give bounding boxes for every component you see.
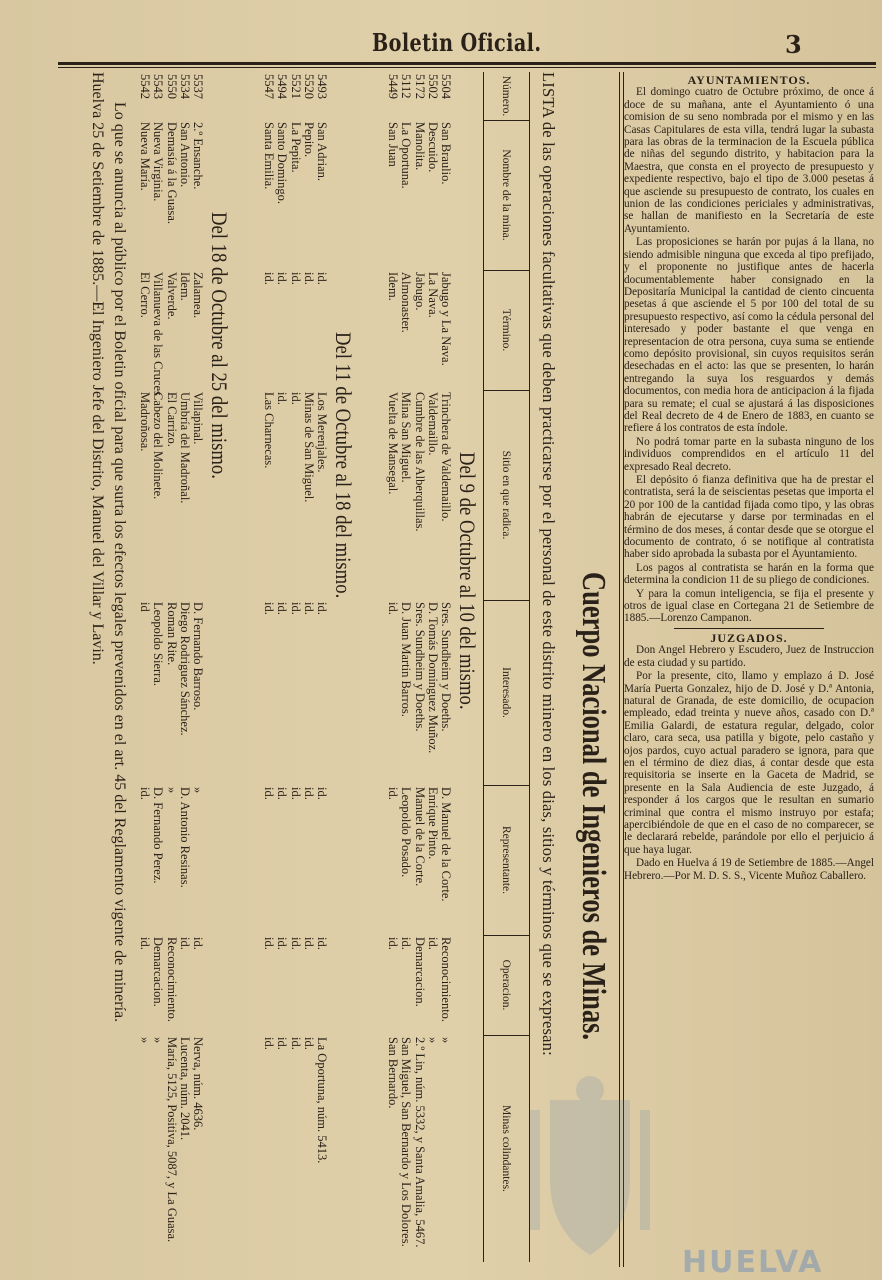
table-cell-operacion: id. [262, 937, 277, 950]
table-cell-colindantes: Lucenta, núm. 2041. [177, 1037, 192, 1141]
table-cell-representante: Enrique Pinto. [425, 787, 440, 860]
page-title: Boletin Oficial. [372, 28, 542, 57]
table-cell-representante: id. [386, 787, 401, 800]
table-cell-interesado: id. [288, 602, 303, 615]
table-cell-mina: San Adrian. [315, 122, 329, 182]
table-head-rule [483, 72, 484, 1262]
paragraph: Las proposiciones se harán por pujas á la llana, no siendo admisible ninguna que exceda al tipo prefijado, y el proponente no justifique antes de hacerla documentablemente haber consignado en la Depositaría Municipal la cantidad de ciento cincuenta pesetas á que asciende el 5 por 100 del total de su presupuesto respectivo, así como la cédula personal del interesado y poder bastante el que venga en representacion de otra persona, cuya suma se entiende como depósito provisional, sin cuyos requisitos serán desechadas en el acto: las que se presenten, lo harán entregando la suya los resguardos y demás documentos, con media hora de anticipacion á la fijada para su remate; el cual se ajustará á las disposiciones del Real decreto de 4 de Enero de 1883, en cuanto se refiere á los contratos de esta índole. [624, 236, 874, 435]
juzgados-heading: JUZGADOS. [710, 630, 788, 645]
table-cell-operacion: Reconocimiento. [439, 937, 453, 1023]
table-cell-termino: id. [262, 272, 277, 285]
col-nombre: Nombre de la mina. [500, 149, 512, 241]
paragraph: Don Angel Hebrero y Escudero, Juez de Instruccion de esta ciudad y su partido. [624, 644, 874, 669]
col-sitio: Sitio en que radica. [500, 450, 512, 540]
table-cell-sitio: Umbría del Madroñal. [177, 392, 192, 504]
table-cell-num: 5537 [191, 74, 205, 99]
table-cell-colindantes: San Miguel, San Bernardo y Los Dolores. [399, 1037, 414, 1247]
table-cell-representante: Manuel de la Corte. [412, 787, 427, 887]
table-cell-sitio: Las Charnecas. [262, 392, 277, 469]
table-cell-operacion: Demarcacion. [151, 937, 166, 1007]
table-cell-mina: Manolita. [412, 122, 427, 171]
table-cell-colindantes: La Oportuna, núm. 5413. [315, 1037, 329, 1164]
table-cell-interesado: id. [262, 602, 277, 615]
table-cell-termino: id. [315, 272, 329, 285]
table-cell-num: 5493 [315, 74, 329, 99]
table-cell-interesado: Sres. Sundheim y Doeths. [439, 602, 453, 732]
table-cell-termino: Villanueva de las Cruces [151, 272, 166, 396]
column-rule [484, 270, 530, 271]
paragraph: El domingo cuatro de Octubre próximo, de once á doce de su mañana, ante el Ayuntamiento ó una comision de su seno nombrada por el mismo y en las Casas Capitulares de esta villa, tendrá lugar la subasta para las obras de la terminacion de la Escuela pública de niñas del segundo distrito, y habitacion para la Maestra, que consta en el proyecto de presupuesto y expediente respectivo, bajo el tipo de 3.000 pesetas á que asciende su presupuesto de contrato, los cuales en union de las condiciones periciales y administrativas, se hallan de manifiesto en la Secretaría de este Ayuntamiento. [624, 86, 874, 235]
section-rule [674, 628, 824, 629]
col-operacion: Operacion. [500, 959, 512, 1011]
table-cell-sitio: Trinchera de Valdemaillo. [439, 392, 453, 522]
table-cell-sitio: El Carrizo. [164, 392, 179, 447]
col-interesado: Interesado. [500, 667, 512, 718]
table-cell-representante: id. [262, 787, 277, 800]
table-cell-mina: La Pepita. [288, 122, 303, 173]
table-cell-num: 5172 [412, 74, 427, 99]
table-cell-mina: La Oportuna. [399, 122, 414, 189]
table-cell-colindantes: id. [262, 1037, 277, 1050]
table-cell-sitio: Madroñosa. [138, 392, 153, 452]
table-cell-representante: D. Fernando Perez. [151, 787, 166, 884]
table-cell-interesado: Sres. Sundheim y Doeths. [412, 602, 427, 732]
ayuntamientos-heading: AYUNTAMIENTOS. [687, 73, 811, 87]
table-cell-colindantes: id. [288, 1037, 303, 1050]
table-cell-num: 5547 [262, 74, 277, 99]
page-number: 3 [785, 30, 802, 59]
table-cell-termino: Idem. [386, 272, 401, 301]
table-cell-operacion: id. [177, 937, 192, 950]
table-cell-sitio: Los Merenjales. [315, 392, 329, 473]
table-cell-termino: id. [275, 272, 290, 285]
table-cell-termino: id. [301, 272, 316, 285]
table-cell-termino: La Nava. [425, 272, 440, 318]
table-cell-operacion: id. [275, 937, 290, 950]
table-cell-operacion: Demarcacion. [412, 937, 427, 1007]
table-cell-sitio: id. [275, 392, 290, 405]
table-cell-num: 5542 [138, 74, 153, 99]
header-rule [58, 62, 876, 65]
col-numero: Número. [500, 75, 512, 117]
table-cell-operacion: id. [425, 937, 440, 950]
footer-signature: Huelva 25 de Setiembre de 1885.—El Ingeniero Jefe del Distrito, Manuel del Villar y Lavin. [89, 72, 106, 665]
table-cell-colindantes: María, 5125, Positiva, 5087, y La Guasa. [164, 1037, 179, 1243]
column-rule [484, 600, 530, 601]
table-cell-termino: Valverde. [164, 272, 179, 320]
section-heading: Del 18 de Octubre al 25 del mismo. [207, 212, 232, 479]
column-rule [484, 935, 530, 936]
table-cell-mina: San Antonio. [177, 122, 192, 188]
table-cell-operacion: id. [191, 937, 205, 950]
footer-announcement: Lo que se anuncia al público por el Boletin oficial para que surta los efectos legales prevenidos en el art. 45 del Reglamento vigente de minería. [111, 102, 128, 1023]
table-cell-colindantes: » [425, 1037, 440, 1044]
juzgados-text [624, 644, 874, 882]
table-cell-colindantes: San Bernardo. [386, 1037, 401, 1109]
header-rule-thin [58, 67, 876, 68]
table-cell-operacion: id. [301, 937, 316, 950]
table-cell-colindantes: » [138, 1037, 153, 1044]
table-cell-sitio: Minas de San Miguel. [301, 392, 316, 503]
table-cell-interesado: id. [386, 602, 401, 615]
table-cell-num: 5504 [439, 74, 453, 99]
table-cell-sitio: Mina San Miguel. [399, 392, 414, 483]
corp-title: Cuerpo Nacional de Ingenieros de Minas. [575, 572, 612, 1041]
table-cell-interesado: Leopoldo Sierra. [151, 602, 166, 687]
section-heading: Del 9 de Octubre al 10 del mismo. [455, 452, 480, 710]
table-cell-sitio: Villapinal. [191, 392, 205, 445]
column-rule [484, 1035, 530, 1036]
table-cell-mina: Santo Domingo. [275, 122, 290, 204]
paragraph: Dado en Huelva á 19 de Setiembre de 1885.—Angel Hebrero.—Por M. D. S. S., Vicente Muñoz Caballero. [624, 857, 874, 882]
table-cell-operacion: id. [288, 937, 303, 950]
table-cell-termino: El Cerro. [138, 272, 153, 318]
table-cell-mina: Nueva Virginia. [151, 122, 166, 202]
col-termino: Término. [500, 308, 512, 352]
section-heading: Del 11 de Octubre al 18 del mismo. [331, 332, 356, 599]
watermark-text: HUELVA [682, 1245, 824, 1280]
table-cell-representante: D. Manuel de la Corte. [439, 787, 453, 902]
coat-of-arms-watermark-icon [490, 1070, 690, 1270]
table-cell-operacion: Reconocimiento. [164, 937, 179, 1023]
paragraph: Los pagos al contratista se harán en la forma que determina la condicion 11 de su pliego de condiciones. [624, 561, 874, 587]
table-cell-sitio: Vuelta de Mansegal. [386, 392, 401, 495]
table-cell-representante: D. Antonio Resinas. [177, 787, 192, 888]
paragraph: El depósito ó fianza definitiva que ha de prestar el contratista, será la de seiscientas pesetas que importa el 20 por 100 de la cantidad fijada como tipo, y las obras habrán de ejecutarse y darse por terminadas en el término de dos meses, á contar desde que se otorgue el documento de contrato, ó se notifique al contratista haber sido aprobada la subasta por el Ayuntamiento. [624, 474, 874, 561]
table-cell-representante: id. [275, 787, 290, 800]
col-colindantes: Minas colindantes. [500, 1105, 512, 1192]
paragraph: No podrá tomar parte en la subasta ninguno de los individuos comprendidos en el artículo 11 del expresado Real decreto. [624, 435, 874, 473]
table-cell-termino: Jabugo y La Nava. [439, 272, 453, 366]
table-cell-operacion: id. [138, 937, 153, 950]
table-cell-representante: id. [301, 787, 316, 800]
table-cell-interesado: id. [275, 602, 290, 615]
table-cell-interesado: id [138, 602, 153, 612]
table-cell-termino: Almonaster. [399, 272, 414, 333]
column-rule [484, 390, 530, 391]
table-cell-representante: Leopoldo Posado. [399, 787, 414, 878]
table-cell-interesado: id. [315, 602, 329, 615]
table-cell-sitio: Cabezo del Molinete. [151, 392, 166, 500]
table-cell-mina: Santa Emilia. [262, 122, 277, 190]
table-cell-colindantes: » [439, 1037, 453, 1044]
table-cell-sitio: Cumbre de las Alberquillas. [412, 392, 427, 532]
table-cell-representante: id. [288, 787, 303, 800]
table-cell-num: 5550 [164, 74, 179, 99]
table-cell-num: 5520 [301, 74, 316, 99]
table-cell-mina: Pepito. [301, 122, 316, 158]
table-cell-termino: Idem. [177, 272, 192, 301]
table-cell-representante: » [164, 787, 179, 794]
table-cell-representante: id. [315, 787, 329, 800]
table-cell-operacion: id. [315, 937, 329, 950]
table-cell-num: 5494 [275, 74, 290, 99]
col-representante: Representante. [500, 825, 512, 894]
table-cell-termino: Jabugo. [412, 272, 427, 311]
table-cell-interesado: D. Juan Martin Barros. [399, 602, 414, 717]
column-rule [484, 785, 530, 786]
table-cell-operacion: id. [386, 937, 401, 950]
table-cell-representante: » [191, 787, 205, 794]
table-cell-colindantes: » [151, 1037, 166, 1044]
table-cell-interesado: D. Fernando Barroso. [191, 602, 205, 711]
table-cell-interesado: Roman Rite. [164, 602, 179, 666]
table-cell-num: 5534 [177, 74, 192, 99]
table-cell-operacion: id. [399, 937, 414, 950]
table-cell-termino: id. [288, 272, 303, 285]
table-cell-interesado: id. [301, 602, 316, 615]
table-cell-num: 5449 [386, 74, 401, 99]
table-cell-colindantes: Nerva, núm. 4636. [191, 1037, 205, 1131]
table-cell-interesado: Diego Rodriguez Sánchez. [177, 602, 192, 736]
table-cell-interesado: D. Tomás Dominguez Muñoz. [425, 602, 440, 754]
table-cell-num: 5502 [425, 74, 440, 99]
paragraph: Por la presente, cito, llamo y emplazo á D. José María Puerta Gonzalez, hijo de D. José y D.ª Antonia, natural de Granada, de este domicilio, de ocupacion empleado, edad treinta y nueve años, casado con D.ª Emilia Galardi, de estatura regular, delgado, color claro, cara seca, usa patilla y bigote, pelo castaño y ojos pardos, cuyo actual paradero se ignora, para que en el término de diez dias, á contar desde que esta requisitoria se inserte en la Gaceta de Madrid, se presente en la Sala Audiencia de este Juzgado, á responder á los cargos que le resultan en sumario criminal que contra el mismo instruyo por estafa; apercibiéndole de que en el caso de no comparecer, se le declarará rebelde, parándole por ello el perjuicio á que haya lugar. [624, 670, 874, 856]
table-cell-num: 5521 [288, 74, 303, 99]
table-cell-colindantes: 2.º Lin, núm. 5332, y Santa Amalia, 5467. [412, 1037, 427, 1248]
table-cell-colindantes: id. [275, 1037, 290, 1050]
table-cell-mina: 2.º Ensanche. [191, 122, 205, 190]
column-rule [484, 120, 530, 121]
table-cell-mina: Demasía á la Guasa. [164, 122, 179, 225]
table-cell-termino: Zalamea. [191, 272, 205, 319]
table-cell-sitio: id. [288, 392, 303, 405]
paragraph: Y para la comun inteligencia, se fija el presente y otros de igual clase en Cortegana 21 de Setiembre de 1885.—Lorenzo Campanon. [624, 587, 874, 625]
table-cell-sitio: Valdemaillo. [425, 392, 440, 456]
table-cell-representante: id. [138, 787, 153, 800]
table-cell-colindantes: id. [301, 1037, 316, 1050]
table-cell-mina: Descuido. [425, 122, 440, 173]
table-cell-num: 5112 [399, 74, 414, 99]
table-cell-mina: Nueva María. [138, 122, 153, 191]
ayuntamientos-text [624, 86, 874, 624]
table-cell-mina: San Braulio. [439, 122, 453, 185]
list-intro: LISTA de las operaciones facultativas que deben practicarse por el personal de este distrito minero en los dias, sitios y términos que se expresan: [539, 72, 558, 1056]
table-cell-mina: San Juan [386, 122, 401, 167]
table-cell-num: 5543 [151, 74, 166, 99]
